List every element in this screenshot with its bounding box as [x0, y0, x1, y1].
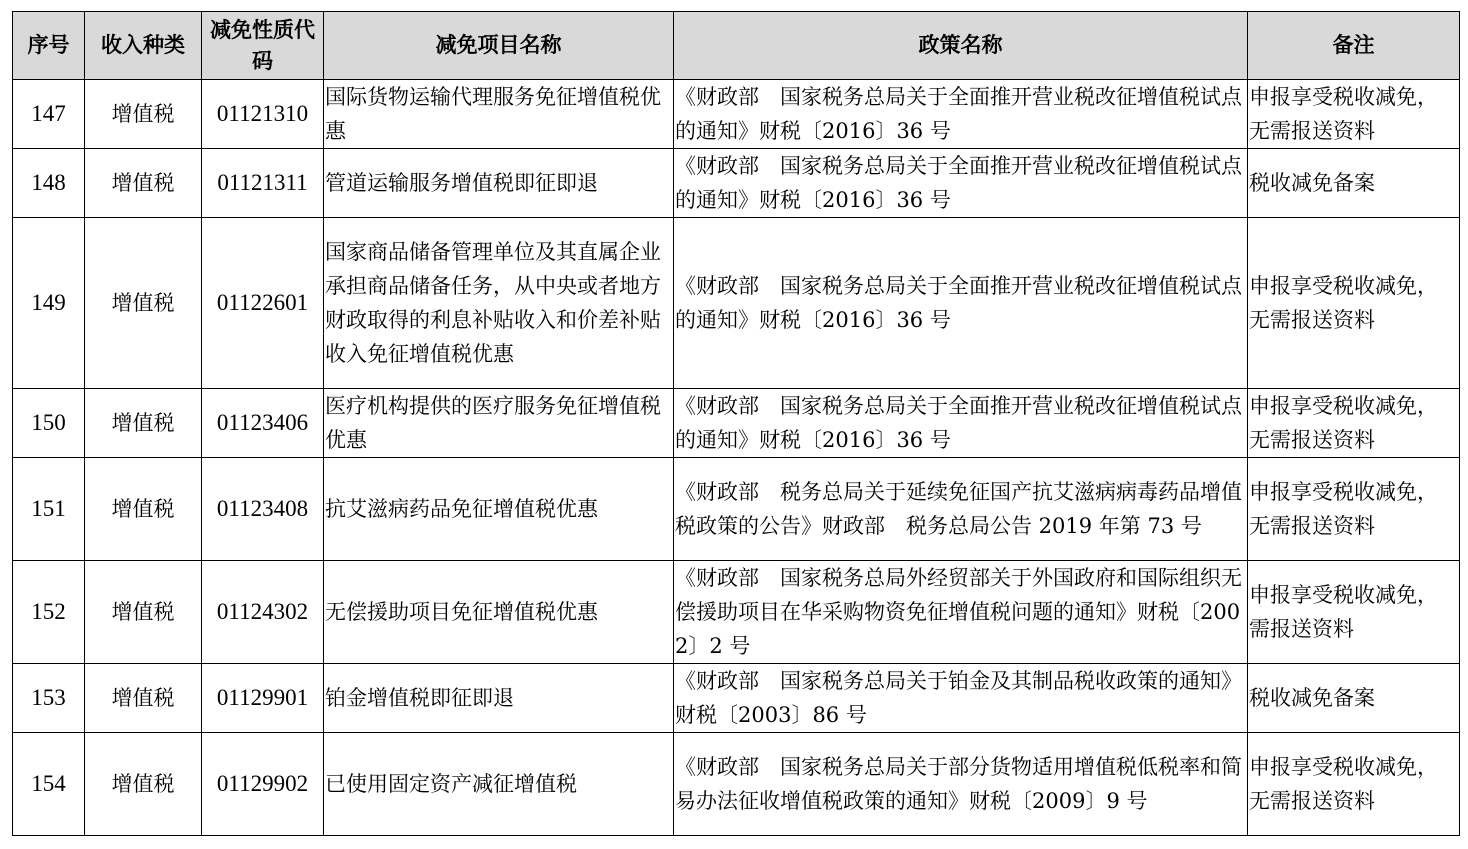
- cell-relief-code: 01124302: [202, 561, 324, 664]
- header-revenue-type: 收入种类: [85, 12, 202, 80]
- cell-relief-item: 国际货物运输代理服务免征增值税优惠: [324, 80, 674, 149]
- cell-relief-code: 01129902: [202, 733, 324, 836]
- cell-policy-name: 《财政部 国家税务总局关于铂金及其制品税收政策的通知》财税〔2003〕86 号: [674, 664, 1248, 733]
- cell-policy-name: 《财政部 税务总局关于延续免征国产抗艾滋病病毒药品增值税政策的公告》财政部 税务总局公告 2019 年第 73 号: [674, 458, 1248, 561]
- cell-relief-code: 01123406: [202, 389, 324, 458]
- table-row: [13, 664, 1460, 733]
- tax-relief-table: [12, 11, 1460, 836]
- cell-policy-name: 《财政部 国家税务总局关于全面推开营业税改征增值税试点的通知》财税〔2016〕36 号: [674, 389, 1248, 458]
- cell-remarks: 申报享受税收减免，无需报送资料: [1248, 458, 1460, 561]
- cell-relief-item: 管道运输服务增值税即征即退: [324, 149, 674, 218]
- cell-serial-number: 151: [13, 458, 85, 561]
- cell-revenue-type: 增值税: [85, 458, 202, 561]
- cell-relief-item: 国家商品储备管理单位及其直属企业承担商品储备任务，从中央或者地方财政取得的利息补贴收入和价差补贴收入免征增值税优惠: [324, 218, 674, 389]
- table-row: [13, 561, 1460, 664]
- cell-serial-number: 154: [13, 733, 85, 836]
- cell-serial-number: 149: [13, 218, 85, 389]
- cell-serial-number: 152: [13, 561, 85, 664]
- cell-relief-item: 医疗机构提供的医疗服务免征增值税优惠: [324, 389, 674, 458]
- header-serial-number: 序号: [13, 12, 85, 80]
- cell-relief-item: 铂金增值税即征即退: [324, 664, 674, 733]
- header-policy-name: 政策名称: [674, 12, 1248, 80]
- table-row: [13, 218, 1460, 389]
- cell-policy-name: 《财政部 国家税务总局外经贸部关于外国政府和国际组织无偿援助项目在华采购物资免征增值税问题的通知》财税〔2002〕2 号: [674, 561, 1248, 664]
- table-row: [13, 458, 1460, 561]
- cell-policy-name: 《财政部 国家税务总局关于全面推开营业税改征增值税试点的通知》财税〔2016〕36 号: [674, 149, 1248, 218]
- cell-serial-number: 148: [13, 149, 85, 218]
- cell-remarks: 税收减免备案: [1248, 664, 1460, 733]
- cell-relief-code: 01122601: [202, 218, 324, 389]
- table-row: [13, 733, 1460, 836]
- cell-policy-name: 《财政部 国家税务总局关于全面推开营业税改征增值税试点的通知》财税〔2016〕36 号: [674, 218, 1248, 389]
- cell-revenue-type: 增值税: [85, 733, 202, 836]
- cell-relief-code: 01123408: [202, 458, 324, 561]
- cell-policy-name: 《财政部 国家税务总局关于全面推开营业税改征增值税试点的通知》财税〔2016〕36 号: [674, 80, 1248, 149]
- cell-revenue-type: 增值税: [85, 149, 202, 218]
- cell-remarks: 税收减免备案: [1248, 149, 1460, 218]
- cell-revenue-type: 增值税: [85, 561, 202, 664]
- cell-remarks: 申报享受税收减免，无需报送资料: [1248, 80, 1460, 149]
- cell-relief-code: 01129901: [202, 664, 324, 733]
- cell-relief-item: 无偿援助项目免征增值税优惠: [324, 561, 674, 664]
- header-relief-code: 减免性质代码: [202, 12, 324, 80]
- cell-remarks: 申报享受税收减免，无需报送资料: [1248, 389, 1460, 458]
- cell-serial-number: 147: [13, 80, 85, 149]
- cell-revenue-type: 增值税: [85, 80, 202, 149]
- table-row: [13, 149, 1460, 218]
- cell-remarks: 申报享受税收减免，无需报送资料: [1248, 218, 1460, 389]
- header-relief-item: 减免项目名称: [324, 12, 674, 80]
- cell-relief-code: 01121311: [202, 149, 324, 218]
- table-header-row: [13, 12, 1460, 80]
- cell-relief-code: 01121310: [202, 80, 324, 149]
- table-row: [13, 80, 1460, 149]
- cell-policy-name: 《财政部 国家税务总局关于部分货物适用增值税低税率和简易办法征收增值税政策的通知》财税〔2009〕9 号: [674, 733, 1248, 836]
- cell-remarks: 申报享受税收减免，无需报送资料: [1248, 733, 1460, 836]
- cell-serial-number: 150: [13, 389, 85, 458]
- cell-remarks: 申报享受税收减免，需报送资料: [1248, 561, 1460, 664]
- header-remarks: 备注: [1248, 12, 1460, 80]
- cell-revenue-type: 增值税: [85, 218, 202, 389]
- cell-relief-item: 已使用固定资产减征增值税: [324, 733, 674, 836]
- cell-serial-number: 153: [13, 664, 85, 733]
- cell-revenue-type: 增值税: [85, 664, 202, 733]
- table-row: [13, 389, 1460, 458]
- cell-revenue-type: 增值税: [85, 389, 202, 458]
- cell-relief-item: 抗艾滋病药品免征增值税优惠: [324, 458, 674, 561]
